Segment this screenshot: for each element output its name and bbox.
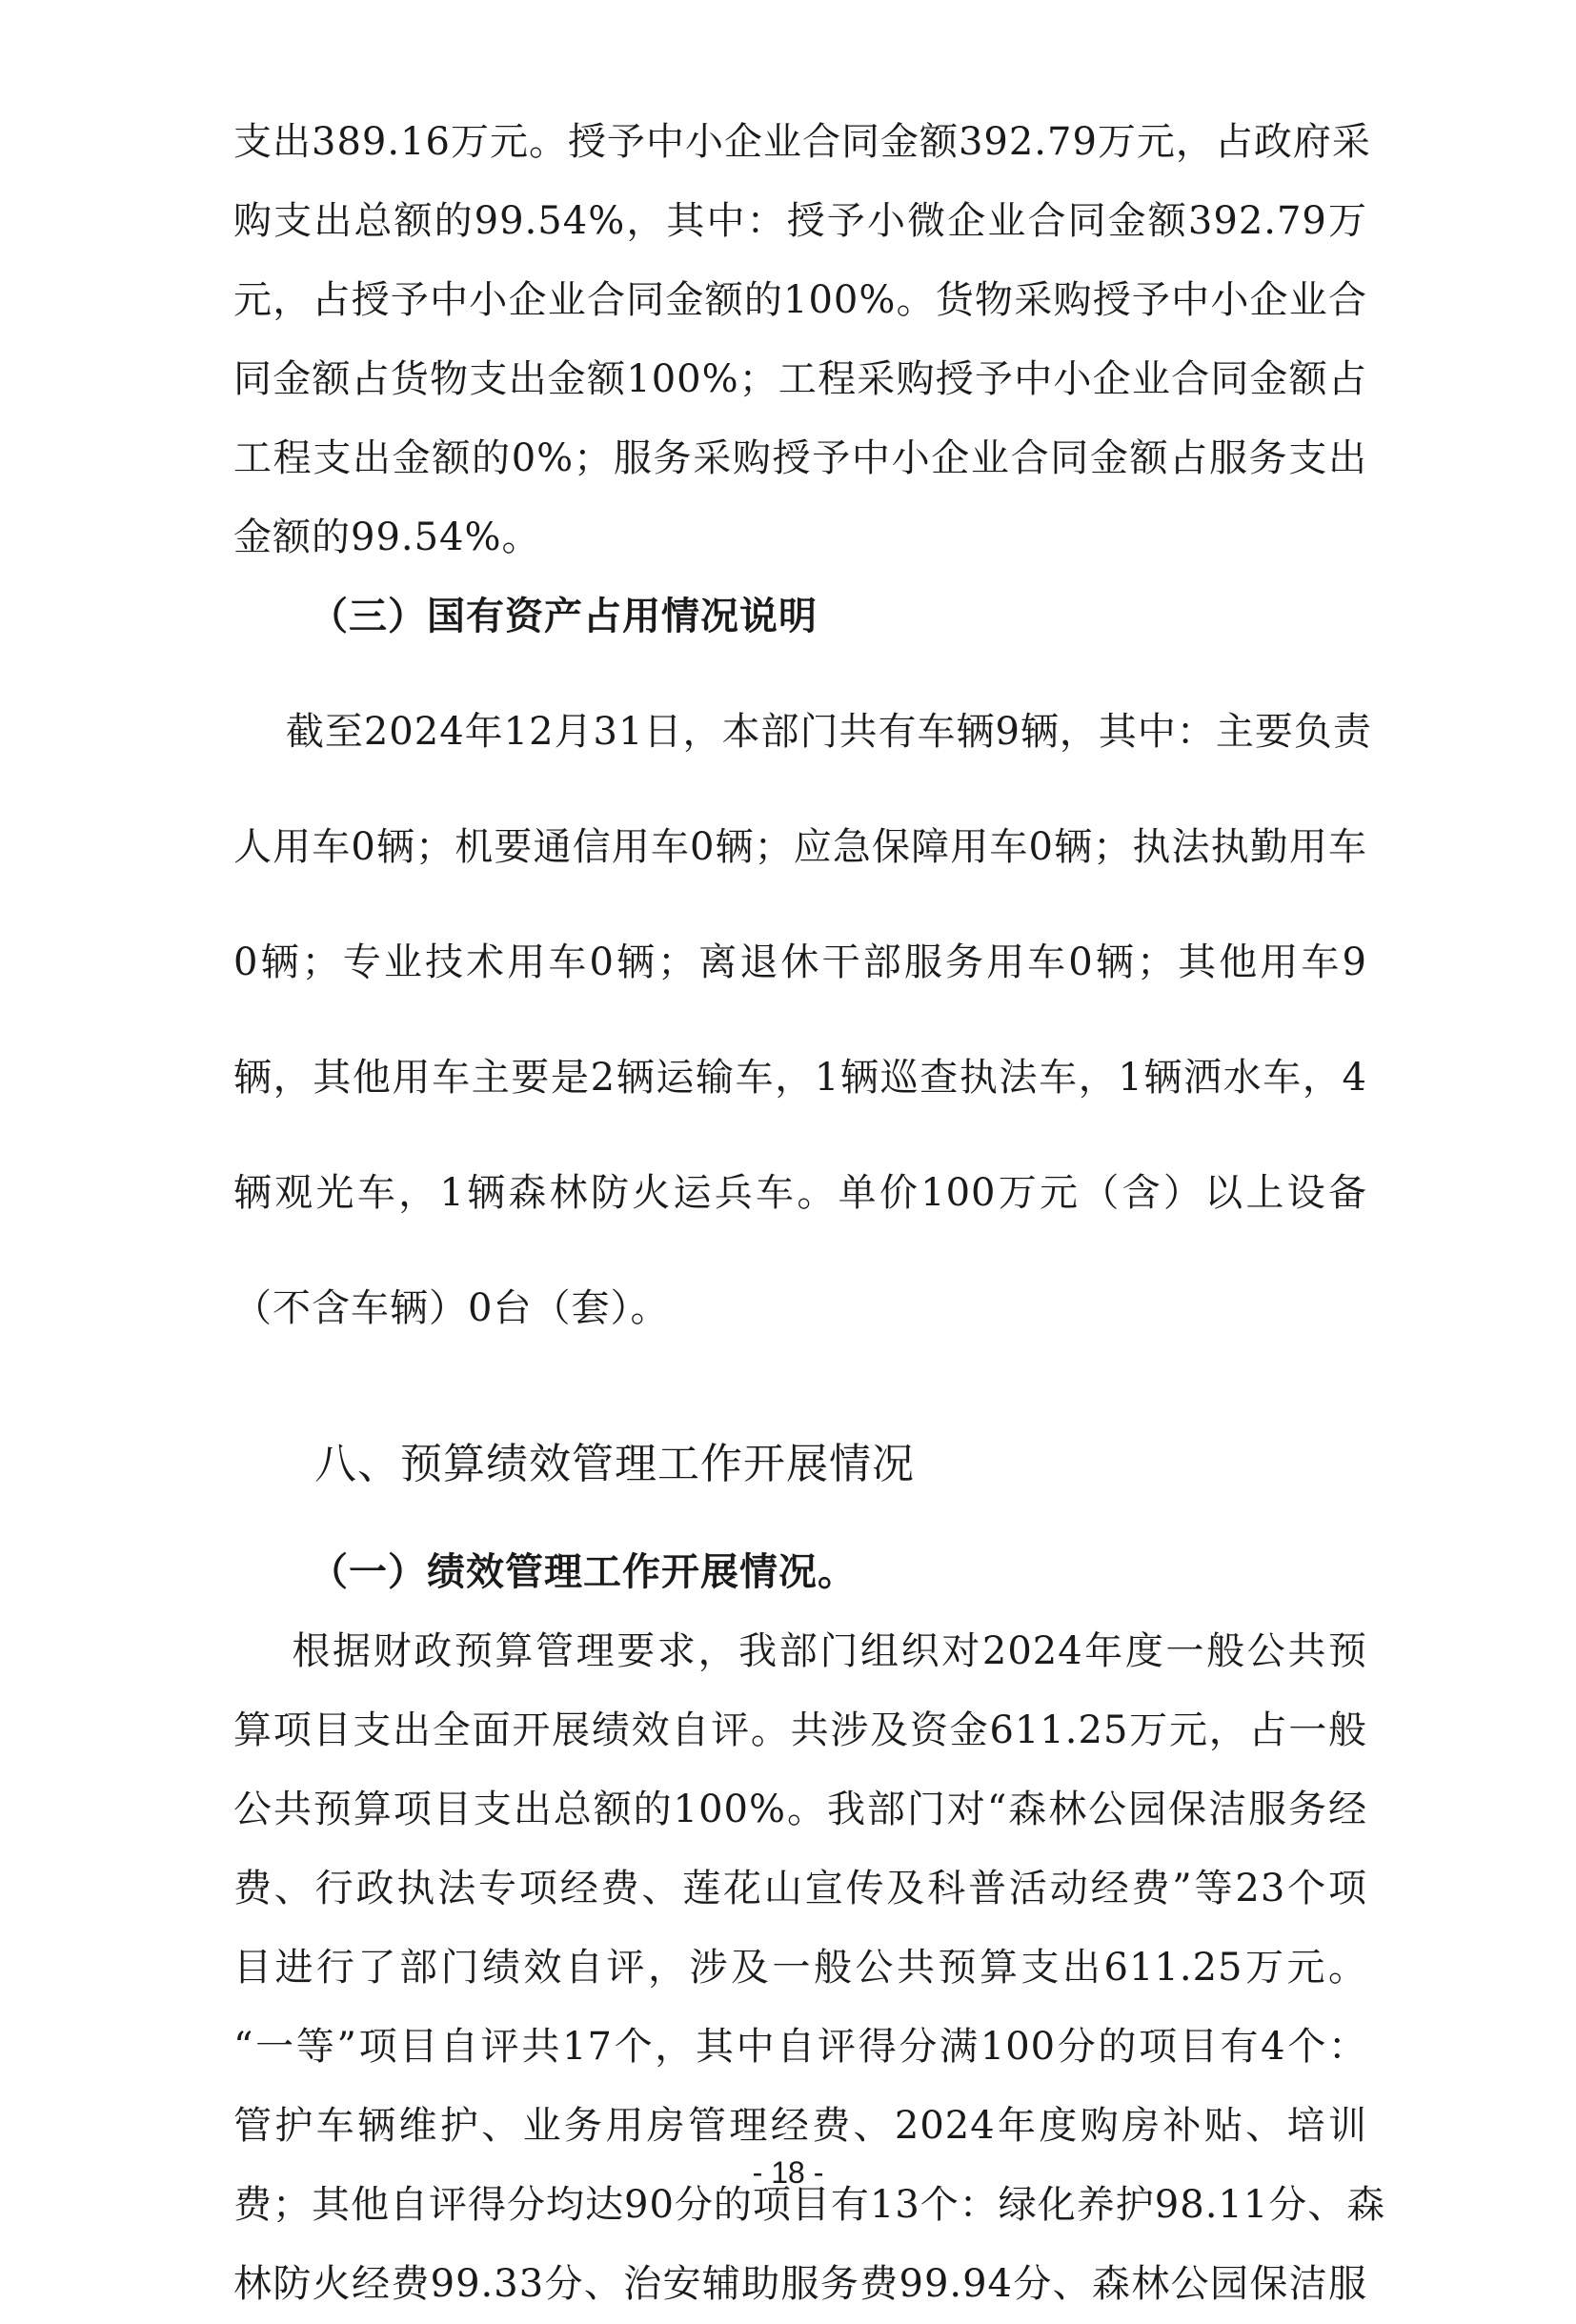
text-line: 工程支出金额的0%；服务采购授予中小企业合同金额占服务支出 xyxy=(233,436,1367,480)
text-line: 同金额占货物支出金额100%；工程采购授予中小企业合同金额占 xyxy=(233,357,1367,401)
text-line: 截至2024年12月31日，本部门共有车辆9辆，其中：主要负责 xyxy=(233,710,1372,754)
text-line: 0辆；专业技术用车0辆；离退休干部服务用车0辆；其他用车9 xyxy=(233,940,1367,984)
chapter-heading-performance: 八、预算绩效管理工作开展情况 xyxy=(314,1440,915,1488)
text-line: 人用车0辆；机要通信用车0辆；应急保障用车0辆；执法执勤用车 xyxy=(233,825,1367,869)
text-line: 目进行了部门绩效自评，涉及一般公共预算支出611.25万元。 xyxy=(233,1946,1367,1990)
text-line: “一等”项目自评共17个，其中自评得分满100分的项目有4个： xyxy=(233,2025,1367,2069)
text-line: 管护车辆维护、业务用房管理经费、2024年度购房补贴、培训 xyxy=(233,2104,1367,2148)
paragraph-performance xyxy=(233,1612,1386,2324)
text-line: 根据财政预算管理要求，我部门组织对2024年度一般公共预 xyxy=(233,1629,1367,1673)
text-line: 元，占授予中小企业合同金额的100%。货物采购授予中小企业合 xyxy=(233,278,1367,322)
section-heading-state-assets: （三）国有资产占用情况说明 xyxy=(310,595,818,638)
text-line: 辆观光车，1辆森林防火运兵车。单价100万元（含）以上设备 xyxy=(233,1171,1367,1215)
page-number: - 18 - xyxy=(752,2155,824,2190)
text-line: 算项目支出全面开展绩效自评。共涉及资金611.25万元，占一般 xyxy=(233,1708,1367,1752)
text-line: 辆，其他用车主要是2辆运输车，1辆巡查执法车，1辆洒水车，4 xyxy=(233,1056,1367,1100)
text-line: 费；其他自评得分均达90分的项目有13个：绿化养护98.11分、森 xyxy=(233,2183,1386,2227)
text-line: （不含车辆）0台（套）。 xyxy=(233,1286,670,1330)
text-line: 费、行政执法专项经费、莲花山宣传及科普活动经费”等23个项 xyxy=(233,1867,1367,1910)
text-line: 支出389.16万元。授予中小企业合同金额392.79万元，占政府采 xyxy=(233,120,1371,164)
text-line: 林防火经费99.33分、治安辅助服务费99.94分、森林公园保洁服 xyxy=(233,2262,1367,2306)
paragraph-vehicles xyxy=(233,657,1372,1384)
text-line: 金额的99.54%。 xyxy=(233,515,541,559)
text-line: 购支出总额的99.54%，其中：授予小微企业合同金额392.79万 xyxy=(233,199,1367,243)
paragraph-procurement xyxy=(233,103,1371,577)
text-line: 公共预算项目支出总额的100%。我部门对“森林公园保洁服务经 xyxy=(233,1788,1367,1831)
page-content xyxy=(233,103,1386,2324)
section-heading-performance-work: （一）绩效管理工作开展情况。 xyxy=(310,1550,857,1594)
